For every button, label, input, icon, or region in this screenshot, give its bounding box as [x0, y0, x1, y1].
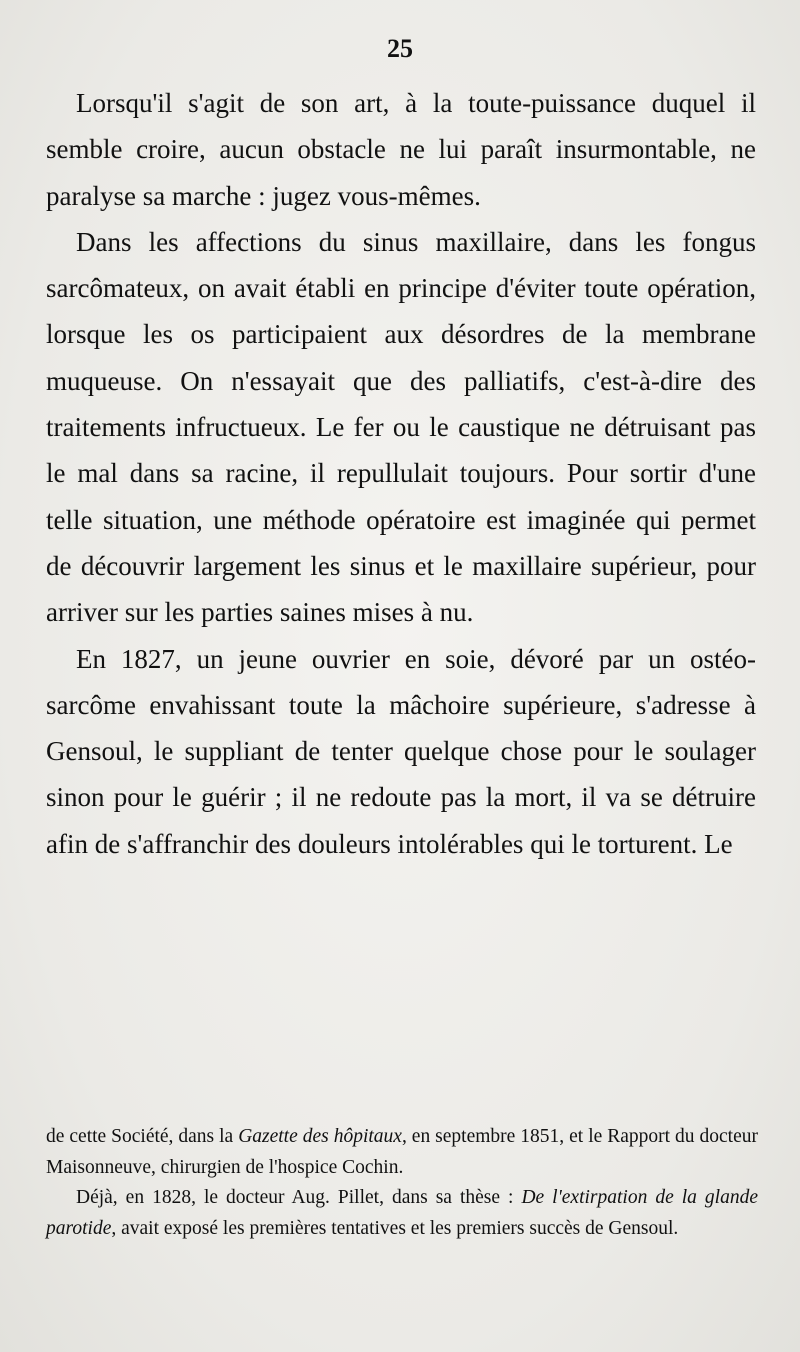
footnotes — [46, 1122, 758, 1244]
paragraph: Dans les affections du sinus maxillaire, dans les fongus sarcômateux, on avait établi en principe d'éviter toute opération, lorsque les os participaient aux désordres de la membrane muqueuse. On n'essayait que des palliatifs, c'est-à-dire des traitements infructueux. Le fer ou le caustique ne détruisant pas le mal dans sa racine, il repullulait toujours. Pour sortir d'une telle situation, une méthode opératoire est imaginée qui permet de découvrir largement les sinus et le maxillaire supérieur, pour arriver sur les parties saines mises à nu. — [46, 226, 756, 628]
footnote-text: , avait exposé les premières tentatives et les premiers succès de Gensoul. — [111, 1217, 679, 1239]
paragraph: En 1827, un jeune ouvrier en soie, dévoré par un ostéo-sarcôme envahissant toute la mâchoire supérieure, s'adresse à Gensoul, le suppliant de tenter quelque chose pour le soulager sinon pour le guérir ; il ne redoute pas la mort, il va se détruire afin de s'affranchir des douleurs intolérables qui le torturent. Le — [46, 643, 756, 859]
footnote-text: Déjà, en 1828, le docteur Aug. Pillet, dans sa thèse : — [76, 1187, 522, 1208]
footnote-continuation — [46, 1122, 758, 1183]
page-number: 25 — [387, 34, 413, 63]
thesis-title: De l'extirpation de la glande parotide — [46, 1187, 758, 1239]
footnote — [46, 1183, 758, 1244]
paragraph: Lorsqu'il s'agit de son art, à la toute-puissance duquel il semble croire, aucun obstacle ne lui paraît insurmontable, ne paralyse sa marche : jugez vous-mêmes. — [46, 88, 756, 211]
body-text — [46, 80, 756, 867]
journal-title: Gazette des hôpitaux — [238, 1126, 402, 1147]
footnote-text: de cette Société, dans la — [46, 1126, 239, 1147]
footnote-text: , en septembre 1851, et le Rapport du docteur Maisonneuve, chirurgien de l'hospice Cochin. — [46, 1126, 758, 1178]
